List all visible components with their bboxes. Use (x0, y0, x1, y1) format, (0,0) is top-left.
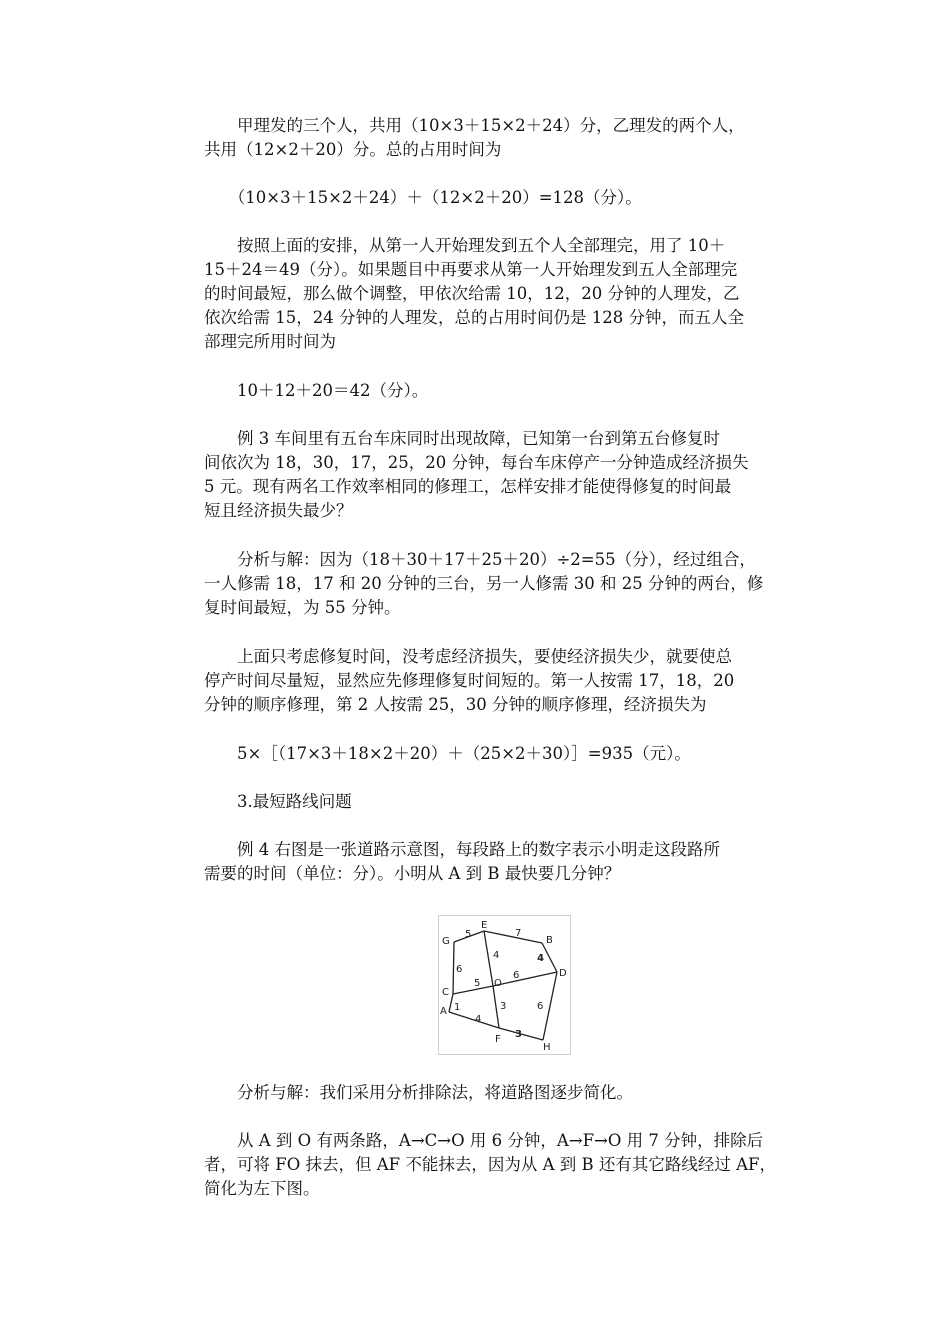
paragraph-3: 按照上面的安排，从第一人开始理发到五个人全部理完，用了 10＋ 15＋24＝49（分）。如果题目中再要求从第一人开始理发到五人全部理完 的时间最短，那么做个调整，甲依次给需 10，12，20 分钟的人理发，乙 依次给需 15，24 分钟的人理发，总的占用时间仍是 128 分钟，而五人全 部理完所用时间为 (204, 236, 744, 351)
weight-GE: 5 (465, 929, 472, 940)
weight-DH: 6 (537, 1001, 544, 1012)
paragraph-loss-formula: 5×［（17×3＋18×2＋20）＋（25×2＋30）］=935（元）。 (204, 744, 691, 763)
paragraph-simplification: 从 A 到 O 有两条路，A→C→O 用 6 分钟，A→F→O 用 7 分钟，排除后 者，可将 FO 抹去，但 AF 不能抹去，因为从 A 到 B 还有其它路线经过 AF， 简化为左下图。 (204, 1131, 776, 1198)
weight-EB: 7 (515, 928, 522, 939)
paragraph-analysis-3: 分析与解：因为（18＋30＋17＋25＋20）÷2=55（分），经过组合， 一人修需 18，17 和 20 分钟的三台，另一人修需 30 和 25 分钟的两台，修 复时间最短，为 55 分钟。 (204, 550, 764, 617)
weight-OF: 3 (500, 1001, 507, 1012)
edge-BD (542, 943, 557, 972)
weight-AF: 4 (475, 1014, 482, 1025)
node-label-G: G (442, 936, 450, 947)
edge-EB (484, 931, 542, 943)
edge-AF (449, 1012, 499, 1028)
paragraph-1: 甲理发的三个人，共用（10×3＋15×2＋24）分，乙理发的两个人， 共用（12×2＋20）分。总的占用时间为 (204, 116, 745, 159)
node-label-C: C (442, 987, 449, 998)
paragraph-economic-loss: 上面只考虑修复时间，没考虑经济损失，要使经济损失少，就要使总 停产时间尽量短，显然应先修理修复时间短的。第一人按需 17，18，20 分钟的顺序修理，第 2 人按需 25，30 分钟的顺序修理，经济损失为 (204, 647, 735, 714)
node-label-A: A (440, 1006, 447, 1017)
edge-OD (493, 972, 557, 986)
edge-DH (543, 972, 557, 1040)
paragraph-example-4: 例 4 右图是一张道路示意图，每段路上的数字表示小明走这段路所 需要的时间（单位：分）。小明从 A 到 B 最快要几分钟？ (204, 840, 720, 883)
edge-OF (493, 986, 499, 1028)
node-label-B: B (546, 935, 553, 946)
weight-CO: 5 (474, 978, 481, 989)
weight-EO: 4 (493, 950, 500, 961)
edge-CO (453, 986, 493, 994)
road-map-diagram (438, 915, 571, 1055)
paragraph-example-3: 例 3 车间里有五台车床同时出现故障，已知第一台到第五台修复时 间依次为 18，30，17，25，20 分钟，每台车床停产一分钟造成经济损失 5 元。现有两名工作效率相同的修理工，怎样安排才能使得修复的时间最 短且经济损失最少？ (204, 429, 749, 520)
edge-GC (453, 942, 454, 994)
road-map-svg (439, 916, 570, 1054)
road-edges (449, 931, 557, 1040)
weight-GC: 6 (456, 964, 463, 975)
weight-FH: 3 (515, 1029, 522, 1040)
section-heading-shortest-route: 3.最短路线问题 (204, 792, 352, 811)
weight-BD: 4 (537, 953, 544, 964)
edge-EO (484, 931, 493, 986)
edge-CA (449, 994, 453, 1012)
paragraph-4: 10＋12＋20＝42（分）。 (204, 381, 429, 400)
node-label-O: O (494, 978, 502, 989)
node-label-F: F (495, 1034, 501, 1045)
node-label-E: E (481, 920, 488, 931)
weight-OD: 6 (513, 970, 520, 981)
weight-CA: 1 (454, 1002, 461, 1013)
node-label-H: H (543, 1042, 551, 1053)
paragraph-analysis-4: 分析与解：我们采用分析排除法，将道路图逐步简化。 (204, 1083, 633, 1102)
node-label-D: D (559, 968, 567, 979)
paragraph-2: （10×3＋15×2＋24）＋（12×2＋20）=128（分）。 (204, 188, 642, 207)
